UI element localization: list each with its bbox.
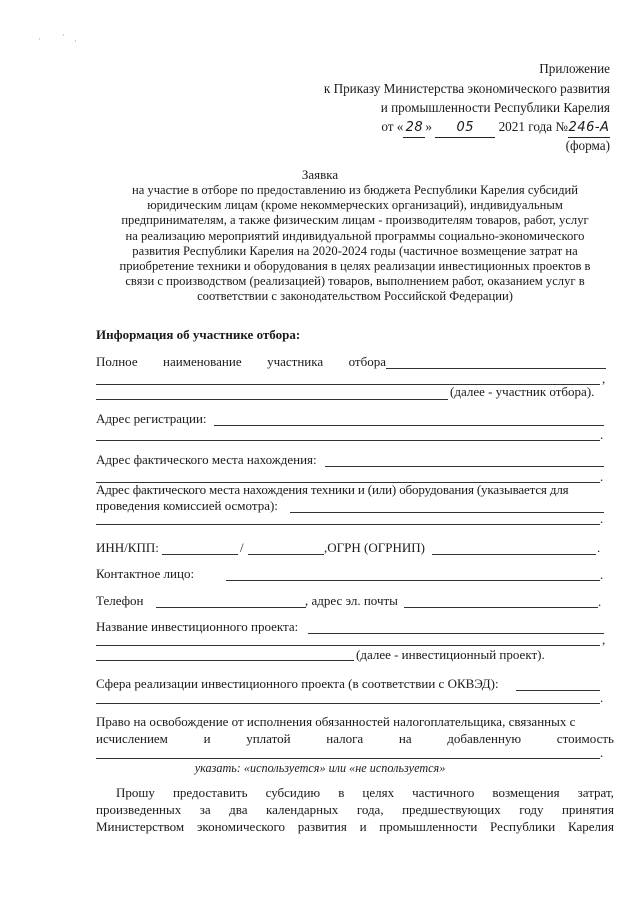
- email-field[interactable]: [404, 607, 598, 608]
- project-sphere-field-line2[interactable]: [96, 703, 600, 704]
- full-name-field-line3[interactable]: [96, 399, 448, 400]
- text-word: Министерством: [96, 819, 185, 834]
- vat-exemption-label-line2: [96, 731, 614, 747]
- actual-address-label: Адрес фактического места нахождения:: [96, 452, 317, 467]
- request-paragraph-line1: [116, 785, 614, 801]
- project-name-field-line2[interactable]: [96, 645, 600, 646]
- document-title: Заявка: [301, 167, 339, 182]
- label-word: стоимость: [556, 731, 614, 746]
- scan-artifact: ·: [62, 30, 65, 40]
- email-label: , адрес эл. почты: [305, 593, 398, 608]
- text-word: предоставить: [172, 785, 248, 800]
- vat-exemption-hint: указать: «используется» или «не используется»: [194, 761, 446, 775]
- text-word: году: [519, 802, 544, 817]
- inn-kpp-label: ИНН/КПП:: [96, 540, 159, 555]
- section-heading: Информация об участнике отбора:: [96, 327, 301, 342]
- text-word: года,: [356, 802, 384, 817]
- full-name-label: [96, 354, 386, 370]
- equipment-address-field-line2[interactable]: [96, 524, 600, 525]
- text-word: Республики: [490, 819, 556, 834]
- text-word: календарных: [266, 802, 339, 817]
- date-year: 2021 года №: [498, 119, 568, 134]
- text-word: за: [199, 802, 211, 817]
- order-number: 246-А: [568, 119, 610, 138]
- text-word: предшествующих: [402, 802, 501, 817]
- line-period: .: [600, 427, 604, 442]
- form-label: (форма): [565, 138, 610, 153]
- subject-line: на участие в отборе по предоставлению из бюджета Республики Карелия субсидий: [131, 183, 579, 197]
- text-word: два: [229, 802, 248, 817]
- text-word: затрат,: [577, 785, 614, 800]
- phone-field[interactable]: [156, 607, 306, 608]
- request-paragraph-line2: [96, 802, 614, 818]
- line-period: .: [597, 540, 601, 555]
- contact-person-field[interactable]: [226, 580, 600, 581]
- actual-address-field[interactable]: [325, 466, 604, 467]
- text-word: развития: [297, 819, 347, 834]
- phone-label: Телефон: [96, 593, 144, 608]
- line-comma: ,: [602, 632, 606, 647]
- label-word: добавленную: [447, 731, 522, 746]
- document-subject: [96, 183, 614, 305]
- label-word: на: [398, 731, 412, 746]
- project-sphere-label: Сфера реализации инвестиционного проекта (в соответствии с ОКВЭД):: [96, 676, 499, 691]
- registration-address-label: Адрес регистрации:: [96, 411, 207, 426]
- equipment-address-label: Адрес фактического места нахождения техники и (или) оборудования (указывается для: [96, 482, 569, 497]
- label-word: исчислением: [96, 731, 168, 746]
- kpp-field[interactable]: [248, 554, 324, 555]
- subject-line: юридическим лицам (кроме некоммерческих организаций), индивидуальным: [147, 198, 563, 213]
- participant-suffix: (далее - участник отбора).: [450, 384, 595, 399]
- project-sphere-field[interactable]: [516, 690, 600, 691]
- line-comma: ,: [602, 371, 606, 386]
- project-name-field-line3[interactable]: [96, 660, 354, 661]
- text-word: и: [359, 819, 367, 834]
- equipment-address-label-line2: проведения комиссией осмотра):: [96, 498, 278, 513]
- text-word: экономического: [196, 819, 286, 834]
- subject-line: развития Республики Карелия на 2020-2024 годы (частичное возмещение затрат на: [132, 243, 578, 258]
- subject-line: связи с производством (реализацией) товаров, выполнением работ, оказанием услуг в: [125, 274, 585, 289]
- label-word: участника: [267, 354, 324, 369]
- contact-person-label: Контактное лицо:: [96, 566, 195, 581]
- text-word: произведенных: [96, 802, 182, 817]
- line-period: .: [600, 511, 604, 526]
- subject-line: предпринимателям, а также физическим лицам - производителям товаров, работ, услуг: [121, 213, 589, 228]
- equipment-address-field[interactable]: [290, 512, 604, 513]
- date-day: 28: [403, 119, 425, 138]
- request-paragraph-line3: [96, 819, 614, 835]
- ogrn-field[interactable]: [432, 554, 596, 555]
- project-name-field[interactable]: [308, 633, 604, 634]
- text-word: Карелия: [567, 819, 614, 834]
- line-period: .: [600, 469, 604, 484]
- vat-exemption-field[interactable]: [96, 758, 600, 759]
- label-word: отбора: [348, 354, 386, 369]
- label-word: уплатой: [246, 731, 291, 746]
- text-word: субсидию: [265, 785, 321, 800]
- full-name-field[interactable]: [386, 368, 606, 369]
- subject-line: на реализацию мероприятий индивидуальной программы социально-экономического: [125, 228, 585, 243]
- project-name-label: Название инвестиционного проекта:: [96, 619, 299, 634]
- inn-kpp-separator: /: [240, 540, 244, 555]
- ogrn-label: ,ОГРН (ОГРНИП): [324, 540, 425, 555]
- text-word: целях: [362, 785, 395, 800]
- text-word: возмещения: [492, 785, 560, 800]
- line-period: .: [598, 594, 602, 609]
- inn-field[interactable]: [162, 554, 238, 555]
- appendix-label: Приложение: [539, 61, 610, 76]
- line-period: .: [600, 567, 604, 582]
- line-period: .: [600, 690, 604, 705]
- registration-address-field-line2[interactable]: [96, 440, 600, 441]
- date-month: 05: [435, 119, 495, 138]
- text-word: промышленности: [379, 819, 478, 834]
- label-word: наименование: [163, 354, 242, 369]
- scan-artifact: ·: [38, 34, 41, 44]
- text-word: в: [338, 785, 345, 800]
- line-period: .: [600, 745, 604, 760]
- order-reference-line2: и промышленности Республики Карелия: [380, 100, 610, 115]
- text-word: частичного: [412, 785, 475, 800]
- label-word: Полное: [96, 354, 138, 369]
- date-prefix: от «: [381, 119, 404, 134]
- order-reference-line1: к Приказу Министерства экономического развития: [323, 81, 610, 96]
- registration-address-field[interactable]: [214, 425, 604, 426]
- subject-line: соответствии с законодательством Российской Федерации): [197, 289, 513, 304]
- subject-line: приобретение техники и оборудования в целях реализации инвестиционных проектов в: [119, 259, 591, 274]
- date-mid: »: [425, 119, 432, 134]
- vat-exemption-label: Право на освобождение от исполнения обязанностей налогоплательщика, связанных с: [96, 714, 576, 729]
- order-date-line: [381, 118, 610, 138]
- scan-artifact: ·: [74, 36, 77, 46]
- project-suffix: (далее - инвестиционный проект).: [356, 647, 545, 662]
- text-word: принятия: [561, 802, 614, 817]
- label-word: и: [203, 731, 211, 746]
- label-word: налога: [326, 731, 364, 746]
- text-word: Прошу: [116, 785, 155, 800]
